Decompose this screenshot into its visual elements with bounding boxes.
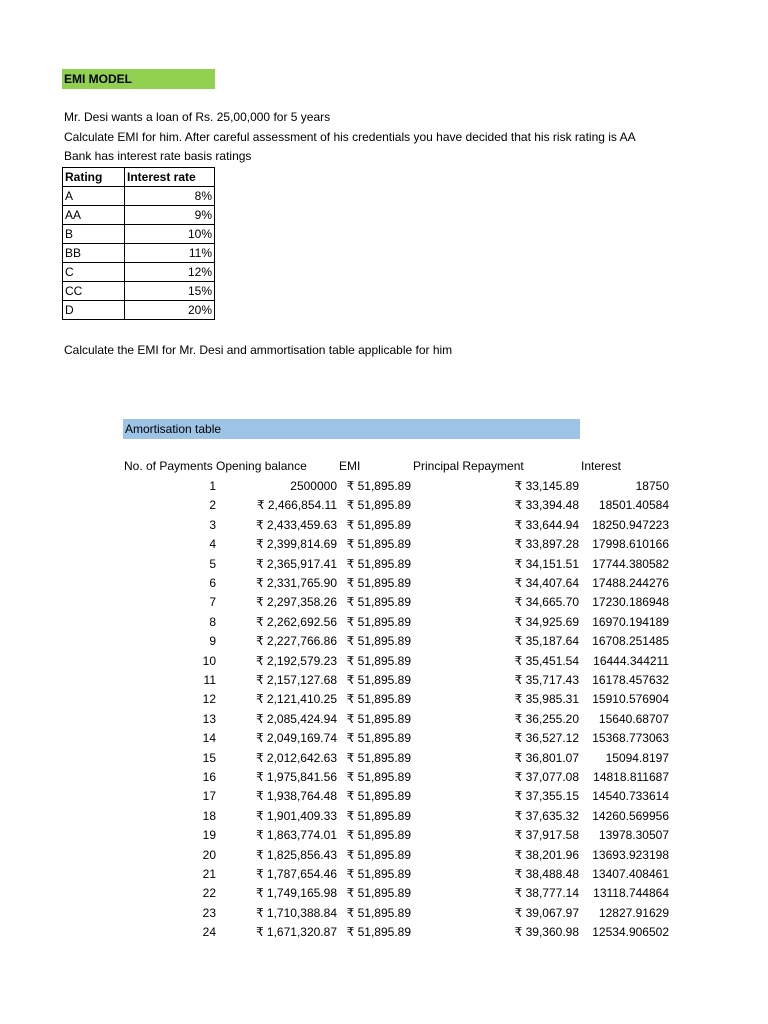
opening-balance-cell: ₹ 2,012,642.63 — [255, 750, 337, 765]
interest-cell: 17998.610166 — [592, 537, 669, 552]
interest-cell: 14540.733614 — [592, 789, 669, 804]
table-row — [0, 846, 768, 865]
table-row — [0, 613, 768, 632]
table-row — [0, 826, 768, 845]
payment-number-cell: 17 — [202, 789, 216, 804]
header-principal-repayment: Principal Repayment — [413, 459, 524, 473]
opening-balance-cell: ₹ 1,975,841.56 — [255, 770, 337, 784]
principal-repayment-cell: ₹ 34,665.70 — [514, 595, 579, 610]
emi-cell: ₹ 51,895.89 — [346, 789, 411, 804]
table-row — [0, 555, 768, 574]
principal-repayment-cell: ₹ 35,717.43 — [514, 673, 579, 687]
emi-cell: ₹ 51,895.89 — [346, 770, 411, 784]
amortisation-title: Amortisation table — [123, 419, 580, 439]
table-row — [0, 574, 768, 593]
emi-cell: ₹ 51,895.89 — [346, 808, 411, 823]
opening-balance-cell: ₹ 1,863,774.01 — [255, 828, 337, 843]
interest-cell: 12827.91629 — [598, 905, 669, 920]
principal-repayment-cell: ₹ 35,451.54 — [514, 653, 579, 668]
principal-repayment-cell: ₹ 36,255.20 — [514, 711, 579, 726]
payment-number-cell: 4 — [209, 537, 216, 552]
payment-number-cell: 2 — [209, 498, 216, 513]
payment-number-cell: 7 — [209, 595, 216, 610]
opening-balance-cell: ₹ 2,157,127.68 — [255, 673, 337, 687]
interest-rate-cell: 8% — [125, 187, 215, 206]
emi-cell: ₹ 51,895.89 — [346, 537, 411, 552]
header-no-of-payments: No. of Payments — [124, 459, 213, 473]
emi-cell: ₹ 51,895.89 — [346, 731, 411, 746]
rating-row — [63, 225, 215, 244]
interest-cell: 17488.244276 — [592, 576, 669, 590]
interest-cell: 15910.576904 — [592, 692, 669, 707]
emi-cell: ₹ 51,895.89 — [346, 576, 411, 590]
payment-number-cell: 10 — [202, 653, 216, 668]
rating-cell: B — [63, 225, 125, 244]
opening-balance-cell: ₹ 1,749,165.98 — [255, 886, 337, 901]
opening-balance-cell: ₹ 2,085,424.94 — [255, 711, 337, 726]
principal-repayment-cell: ₹ 38,201.96 — [514, 847, 579, 862]
emi-cell: ₹ 51,895.89 — [346, 634, 411, 649]
rating-row — [63, 301, 215, 320]
payment-number-cell: 19 — [202, 828, 216, 843]
rating-cell: D — [63, 301, 125, 320]
interest-cell: 15640.68707 — [598, 711, 669, 726]
table-row — [0, 749, 768, 768]
table-row — [0, 535, 768, 554]
table-row — [0, 807, 768, 826]
interest-cell: 17744.380582 — [592, 556, 669, 571]
principal-repayment-cell: ₹ 38,488.48 — [514, 867, 579, 881]
page-title: EMI MODEL — [62, 69, 215, 89]
interest-cell: 18250.947223 — [592, 517, 669, 532]
opening-balance-cell: ₹ 2,192,579.23 — [255, 653, 337, 668]
interest-cell: 13407.408461 — [592, 867, 669, 881]
payment-number-cell: 12 — [202, 692, 216, 707]
emi-cell: ₹ 51,895.89 — [346, 556, 411, 571]
opening-balance-cell: ₹ 1,825,856.43 — [255, 847, 337, 862]
interest-cell: 18750 — [635, 479, 669, 493]
interest-cell: 13693.923198 — [592, 847, 669, 862]
emi-cell: ₹ 51,895.89 — [346, 867, 411, 881]
rating-row — [63, 282, 215, 301]
emi-cell: ₹ 51,895.89 — [346, 711, 411, 726]
principal-repayment-cell: ₹ 34,407.64 — [514, 576, 579, 590]
interest-cell: 16708.251485 — [592, 634, 669, 649]
payment-number-cell: 9 — [209, 634, 216, 649]
table-row — [0, 477, 768, 496]
emi-cell: ₹ 51,895.89 — [346, 925, 411, 940]
table-row — [0, 768, 768, 787]
rating-row — [63, 206, 215, 225]
payment-number-cell: 11 — [203, 673, 216, 687]
table-row — [0, 690, 768, 709]
emi-cell: ₹ 51,895.89 — [346, 498, 411, 513]
rating-row — [63, 187, 215, 206]
interest-cell: 12534.906502 — [592, 925, 669, 940]
emi-cell: ₹ 51,895.89 — [346, 479, 411, 493]
rating-cell: CC — [63, 282, 125, 301]
emi-cell: ₹ 51,895.89 — [346, 595, 411, 610]
table-row — [0, 496, 768, 515]
payment-number-cell: 8 — [209, 614, 216, 629]
opening-balance-cell: ₹ 2,331,765.90 — [255, 576, 337, 590]
principal-repayment-cell: ₹ 35,187.64 — [514, 634, 579, 649]
opening-balance-cell: ₹ 1,938,764.48 — [255, 789, 337, 804]
rating-row — [63, 263, 215, 282]
rating-table — [62, 167, 215, 320]
table-row — [0, 904, 768, 923]
rating-cell: BB — [63, 244, 125, 263]
interest-cell: 16178.457632 — [592, 673, 669, 687]
table-row — [0, 787, 768, 806]
interest-rate-cell: 12% — [125, 263, 215, 282]
opening-balance-cell: ₹ 1,787,654.46 — [255, 867, 337, 881]
payment-number-cell: 21 — [202, 867, 216, 881]
rating-cell: A — [63, 187, 125, 206]
opening-balance-cell: 2500000 — [290, 479, 337, 493]
payment-number-cell: 14 — [202, 731, 216, 746]
interest-rate-header: Interest rate — [125, 168, 215, 187]
principal-repayment-cell: ₹ 39,067.97 — [514, 905, 579, 920]
principal-repayment-cell: ₹ 36,527.12 — [514, 731, 579, 746]
interest-cell: 16444.344211 — [593, 653, 669, 668]
table-row — [0, 516, 768, 535]
opening-balance-cell: ₹ 2,227,766.86 — [255, 634, 337, 649]
interest-rate-cell: 20% — [125, 301, 215, 320]
emi-cell: ₹ 51,895.89 — [346, 828, 411, 843]
payment-number-cell: 5 — [209, 556, 216, 571]
principal-repayment-cell: ₹ 37,077.08 — [514, 770, 579, 784]
table-row — [0, 865, 768, 884]
emi-cell: ₹ 51,895.89 — [346, 673, 411, 687]
principal-repayment-cell: ₹ 36,801.07 — [514, 750, 579, 765]
payment-number-cell: 20 — [202, 847, 216, 862]
rating-basis-note: Bank has interest rate basis ratings — [64, 149, 252, 163]
table-row — [0, 729, 768, 748]
payment-number-cell: 6 — [209, 576, 216, 590]
interest-rate-cell: 11% — [125, 244, 215, 263]
principal-repayment-cell: ₹ 33,394.48 — [514, 498, 579, 513]
principal-repayment-cell: ₹ 33,145.89 — [514, 479, 579, 493]
rating-cell: AA — [63, 206, 125, 225]
principal-repayment-cell: ₹ 34,925.69 — [514, 614, 579, 629]
rating-cell: C — [63, 263, 125, 282]
interest-rate-cell: 10% — [125, 225, 215, 244]
opening-balance-cell: ₹ 2,297,358.26 — [255, 595, 337, 610]
instruction-text: Calculate the EMI for Mr. Desi and ammortisation table applicable for him — [64, 343, 453, 357]
rating-row — [63, 244, 215, 263]
interest-cell: 16970.194189 — [592, 614, 669, 629]
emi-cell: ₹ 51,895.89 — [346, 614, 411, 629]
opening-balance-cell: ₹ 2,121,410.25 — [255, 692, 337, 707]
principal-repayment-cell: ₹ 38,777.14 — [514, 886, 579, 901]
payment-number-cell: 23 — [202, 905, 216, 920]
header-emi: EMI — [339, 459, 361, 473]
interest-cell: 13978.30507 — [598, 828, 669, 843]
emi-cell: ₹ 51,895.89 — [346, 517, 411, 532]
payment-number-cell: 18 — [202, 808, 216, 823]
opening-balance-cell: ₹ 2,049,169.74 — [255, 731, 337, 746]
payment-number-cell: 3 — [209, 517, 216, 532]
principal-repayment-cell: ₹ 37,355.15 — [514, 789, 579, 804]
payment-number-cell: 24 — [202, 925, 216, 940]
principal-repayment-cell: ₹ 34,151.51 — [514, 556, 579, 571]
task-description: Calculate EMI for him. After careful assessment of his credentials you have decided that his risk rating is AA — [64, 130, 636, 144]
opening-balance-cell: ₹ 1,901,409.33 — [255, 808, 337, 823]
interest-cell: 15368.773063 — [592, 731, 669, 746]
opening-balance-cell: ₹ 2,262,692.56 — [255, 614, 337, 629]
interest-cell: 13118.744864 — [593, 886, 669, 901]
opening-balance-cell: ₹ 2,433,459.63 — [255, 517, 337, 532]
interest-rate-cell: 9% — [125, 206, 215, 225]
principal-repayment-cell: ₹ 39,360.98 — [514, 925, 579, 940]
interest-cell: 14818.811687 — [593, 770, 669, 784]
table-row — [0, 593, 768, 612]
table-row — [0, 671, 768, 690]
rating-header: Rating — [63, 168, 125, 187]
payment-number-cell: 1 — [209, 479, 216, 493]
opening-balance-cell: ₹ 2,399,814.69 — [255, 537, 337, 552]
principal-repayment-cell: ₹ 33,644.94 — [514, 517, 579, 532]
principal-repayment-cell: ₹ 37,917.58 — [514, 828, 579, 843]
table-row — [0, 923, 768, 942]
emi-cell: ₹ 51,895.89 — [346, 886, 411, 901]
payment-number-cell: 16 — [202, 770, 216, 784]
table-row — [0, 632, 768, 651]
interest-cell: 15094.8197 — [605, 750, 669, 765]
emi-cell: ₹ 51,895.89 — [346, 847, 411, 862]
payment-number-cell: 22 — [202, 886, 216, 901]
interest-cell: 17230.186948 — [592, 595, 669, 610]
table-row — [0, 710, 768, 729]
table-row — [0, 652, 768, 671]
emi-cell: ₹ 51,895.89 — [346, 692, 411, 707]
emi-cell: ₹ 51,895.89 — [346, 905, 411, 920]
table-row — [0, 884, 768, 903]
principal-repayment-cell: ₹ 35,985.31 — [514, 692, 579, 707]
header-opening-balance: Opening balance — [216, 459, 307, 473]
opening-balance-cell: ₹ 2,466,854.11 — [256, 498, 337, 513]
opening-balance-cell: ₹ 2,365,917.41 — [255, 556, 337, 571]
interest-cell: 18501.40584 — [598, 498, 669, 513]
interest-rate-cell: 15% — [125, 282, 215, 301]
emi-cell: ₹ 51,895.89 — [346, 750, 411, 765]
principal-repayment-cell: ₹ 33,897.28 — [514, 537, 579, 552]
opening-balance-cell: ₹ 1,710,388.84 — [255, 905, 337, 920]
payment-number-cell: 13 — [202, 711, 216, 726]
loan-description: Mr. Desi wants a loan of Rs. 25,00,000 for 5 years — [64, 110, 331, 124]
payment-number-cell: 15 — [202, 750, 216, 765]
interest-cell: 14260.569956 — [592, 808, 669, 823]
opening-balance-cell: ₹ 1,671,320.87 — [255, 925, 337, 940]
rating-table-header — [63, 168, 215, 187]
header-interest: Interest — [581, 459, 622, 473]
principal-repayment-cell: ₹ 37,635.32 — [514, 808, 579, 823]
emi-cell: ₹ 51,895.89 — [346, 653, 411, 668]
